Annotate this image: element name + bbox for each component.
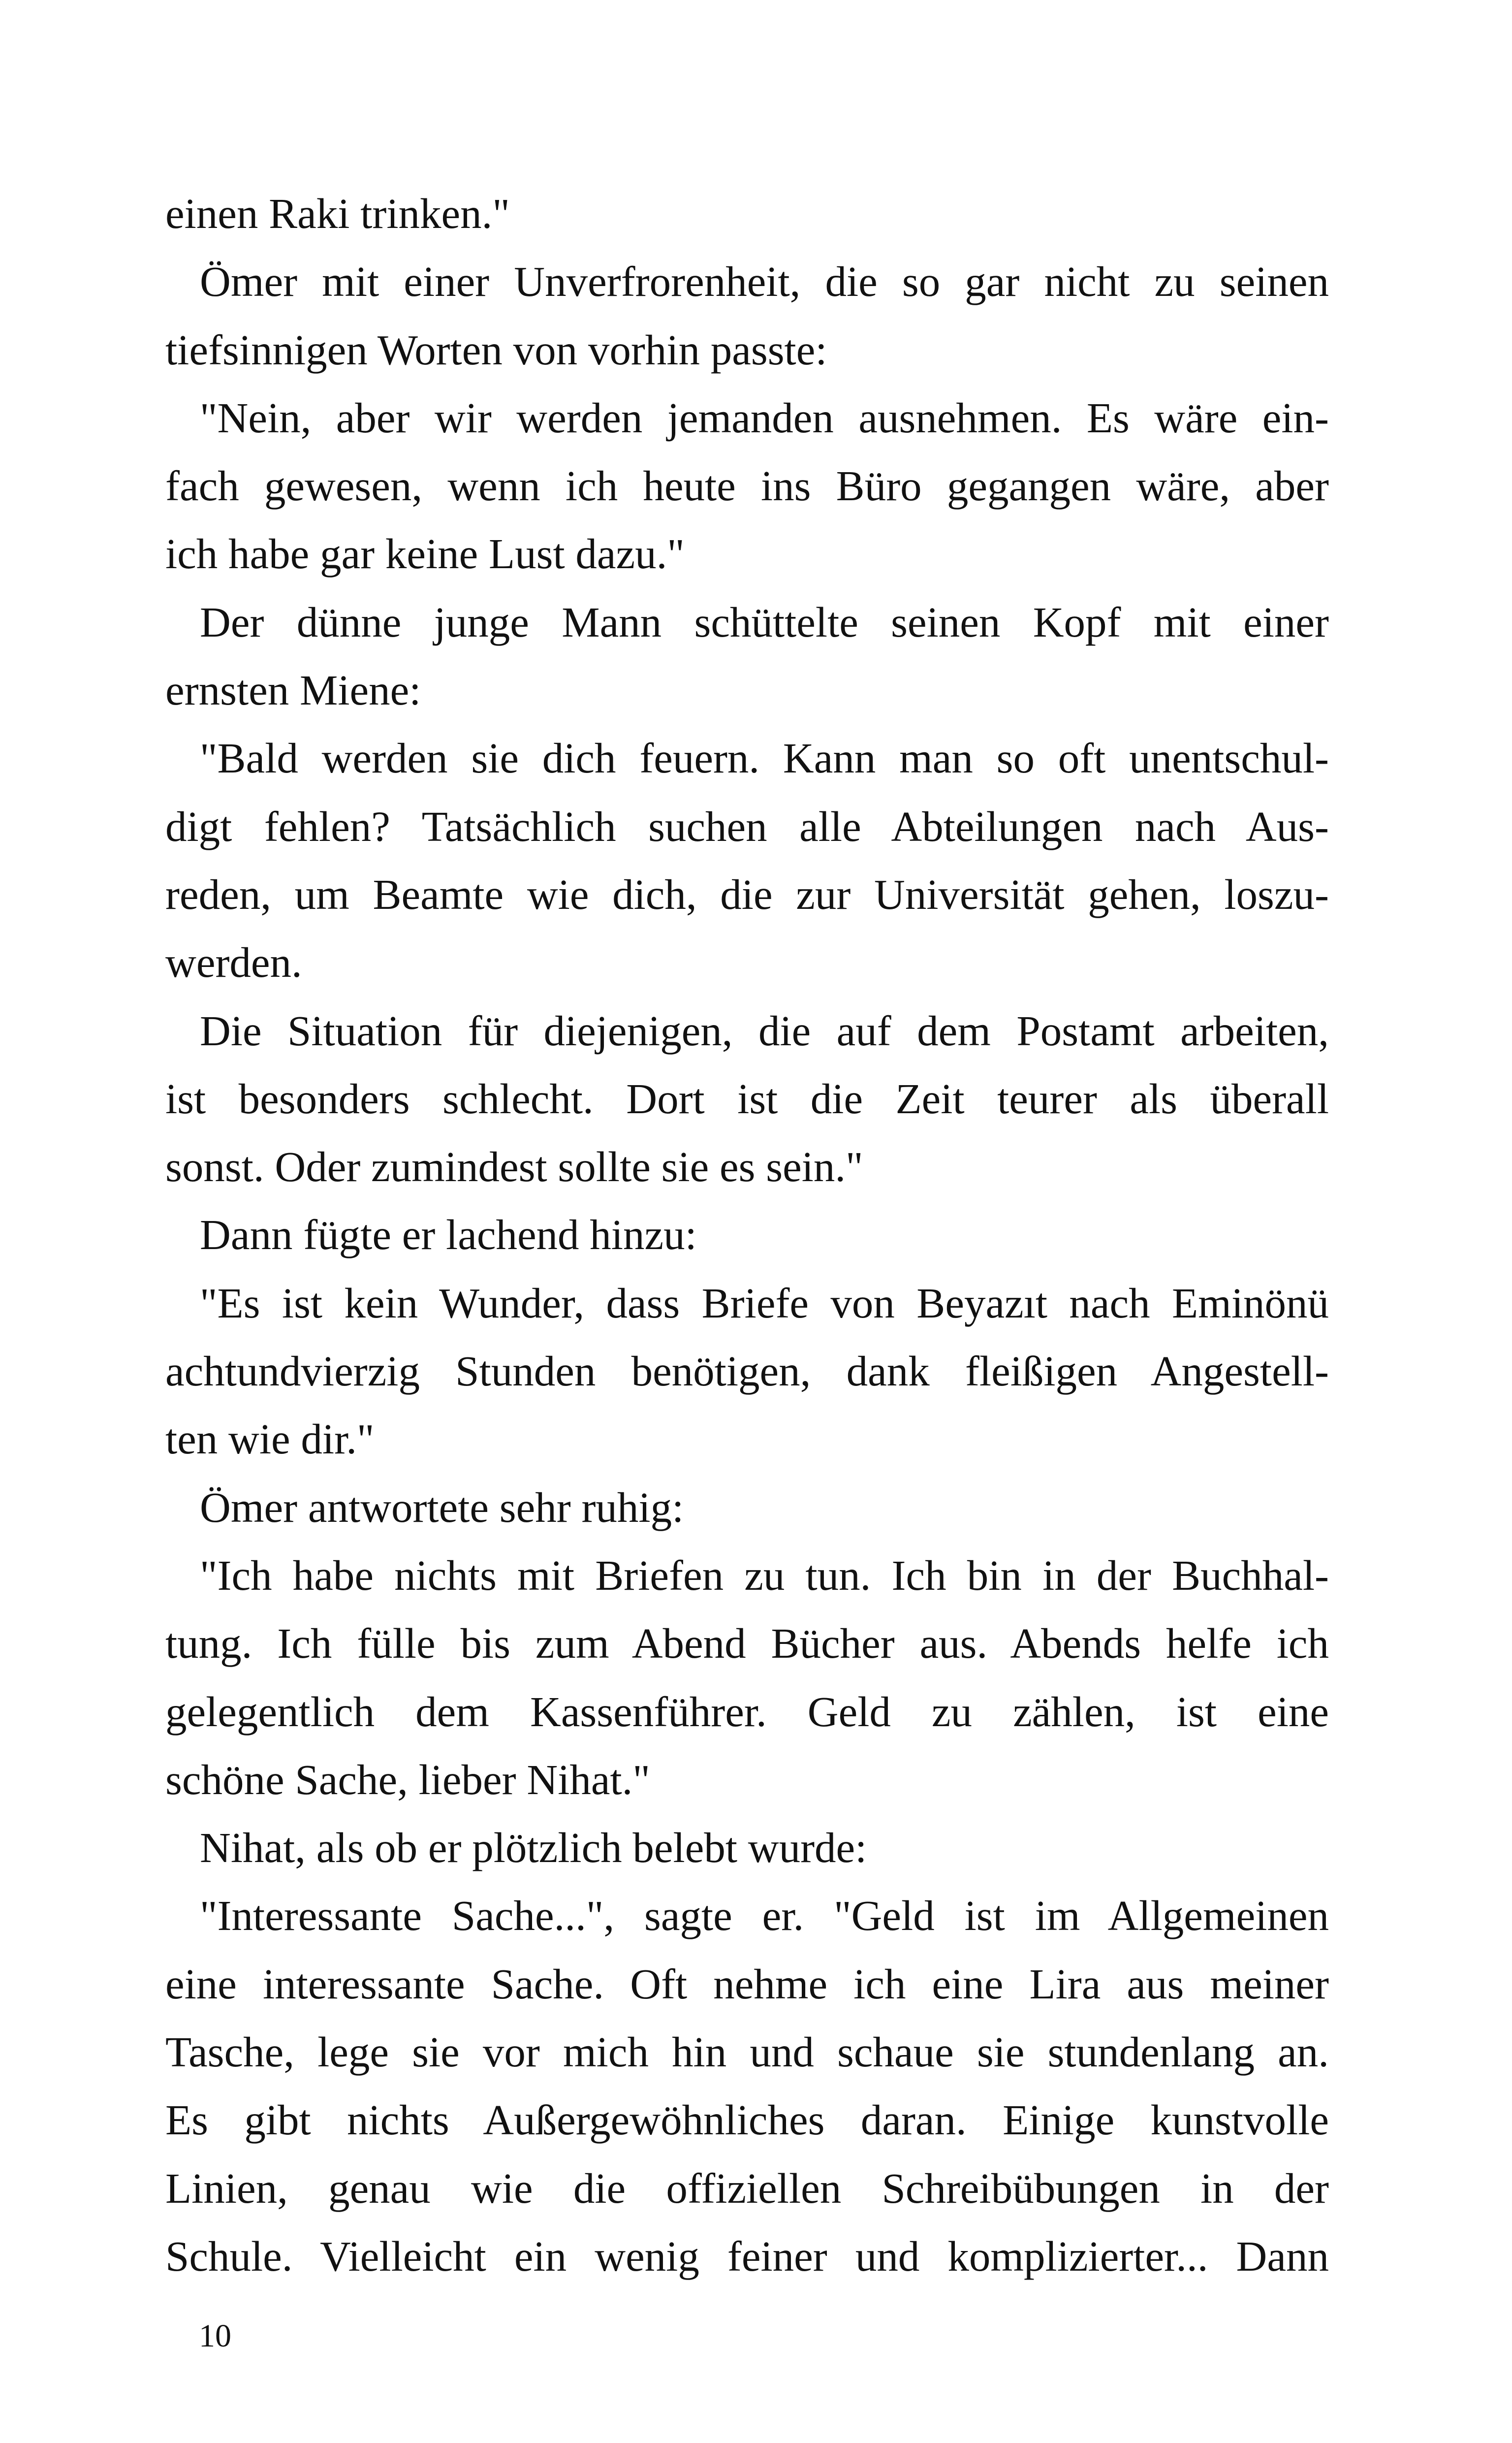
text-line: tung. Ich fülle bis zum Abend Bücher aus. Abends helfe ich — [165, 1619, 1329, 1668]
text-line: einen Raki trinken." — [165, 190, 510, 237]
text-line: fach gewesen, wenn ich heute ins Büro gegangen wäre, aber — [165, 462, 1329, 510]
text-line: "Bald werden sie dich feuern. Kann man so oft unentschul- — [200, 734, 1329, 782]
text-line: Es gibt nichts Außergewöhnliches daran. Einige kunstvolle — [165, 2096, 1329, 2144]
text-line: Tasche, lege sie vor mich hin und schaue sie stundenlang an. — [165, 2028, 1329, 2076]
text-line: Der dünne junge Mann schüttelte seinen Kopf mit einer — [200, 598, 1329, 646]
text-line: sonst. Oder zumindest sollte sie es sein." — [165, 1143, 863, 1191]
page-number: 10 — [199, 2318, 231, 2354]
text-line: werden. — [165, 938, 302, 987]
text-line: Ömer mit einer Unverfrorenheit, die so gar nicht zu seinen — [200, 257, 1329, 306]
text-line: reden, um Beamte wie dich, die zur Universität gehen, loszu- — [165, 870, 1329, 918]
text-line: digt fehlen? Tatsächlich suchen alle Abteilungen nach Aus- — [165, 802, 1329, 850]
text-line: Schule. Vielleicht ein wenig feiner und komplizierter... Dann — [165, 2232, 1329, 2280]
text-line: gelegentlich dem Kassenführer. Geld zu zählen, ist eine — [165, 1687, 1329, 1736]
text-line: Dann fügte er lachend hinzu: — [200, 1211, 697, 1259]
text-line: "Interessante Sache...", sagte er. "Geld ist im Allgemeinen — [200, 1892, 1329, 1940]
text-line: ernsten Miene: — [165, 666, 421, 714]
text-line: achtundvierzig Stunden benötigen, dank fleißigen Angestell- — [165, 1347, 1329, 1395]
text-line: Nihat, als ob er plötzlich belebt wurde: — [200, 1824, 867, 1872]
text-line: Ömer antwortete sehr ruhig: — [200, 1483, 684, 1531]
text-line: eine interessante Sache. Oft nehme ich eine Lira aus meiner — [165, 1960, 1329, 2008]
text-line: Die Situation für diejenigen, die auf dem Postamt arbeiten, — [200, 1006, 1329, 1055]
text-line: schöne Sache, lieber Nihat." — [165, 1755, 650, 1803]
text-line: ten wie dir." — [165, 1415, 375, 1463]
text-line: ist besonders schlecht. Dort ist die Zeit teurer als überall — [165, 1074, 1329, 1123]
text-line: "Nein, aber wir werden jemanden ausnehmen. Es wäre ein- — [200, 393, 1329, 442]
text-line: "Es ist kein Wunder, dass Briefe von Beyazıt nach Eminönü — [200, 1279, 1329, 1327]
body-text — [165, 180, 1329, 2290]
text-line: "Ich habe nichts mit Briefen zu tun. Ich bin in der Buchhal- — [200, 1551, 1329, 1599]
text-line: tiefsinnigen Worten von vorhin passte: — [165, 325, 827, 374]
text-line: ich habe gar keine Lust dazu." — [165, 530, 685, 578]
text-line: Linien, genau wie die offiziellen Schreibübungen in der — [165, 2164, 1329, 2212]
